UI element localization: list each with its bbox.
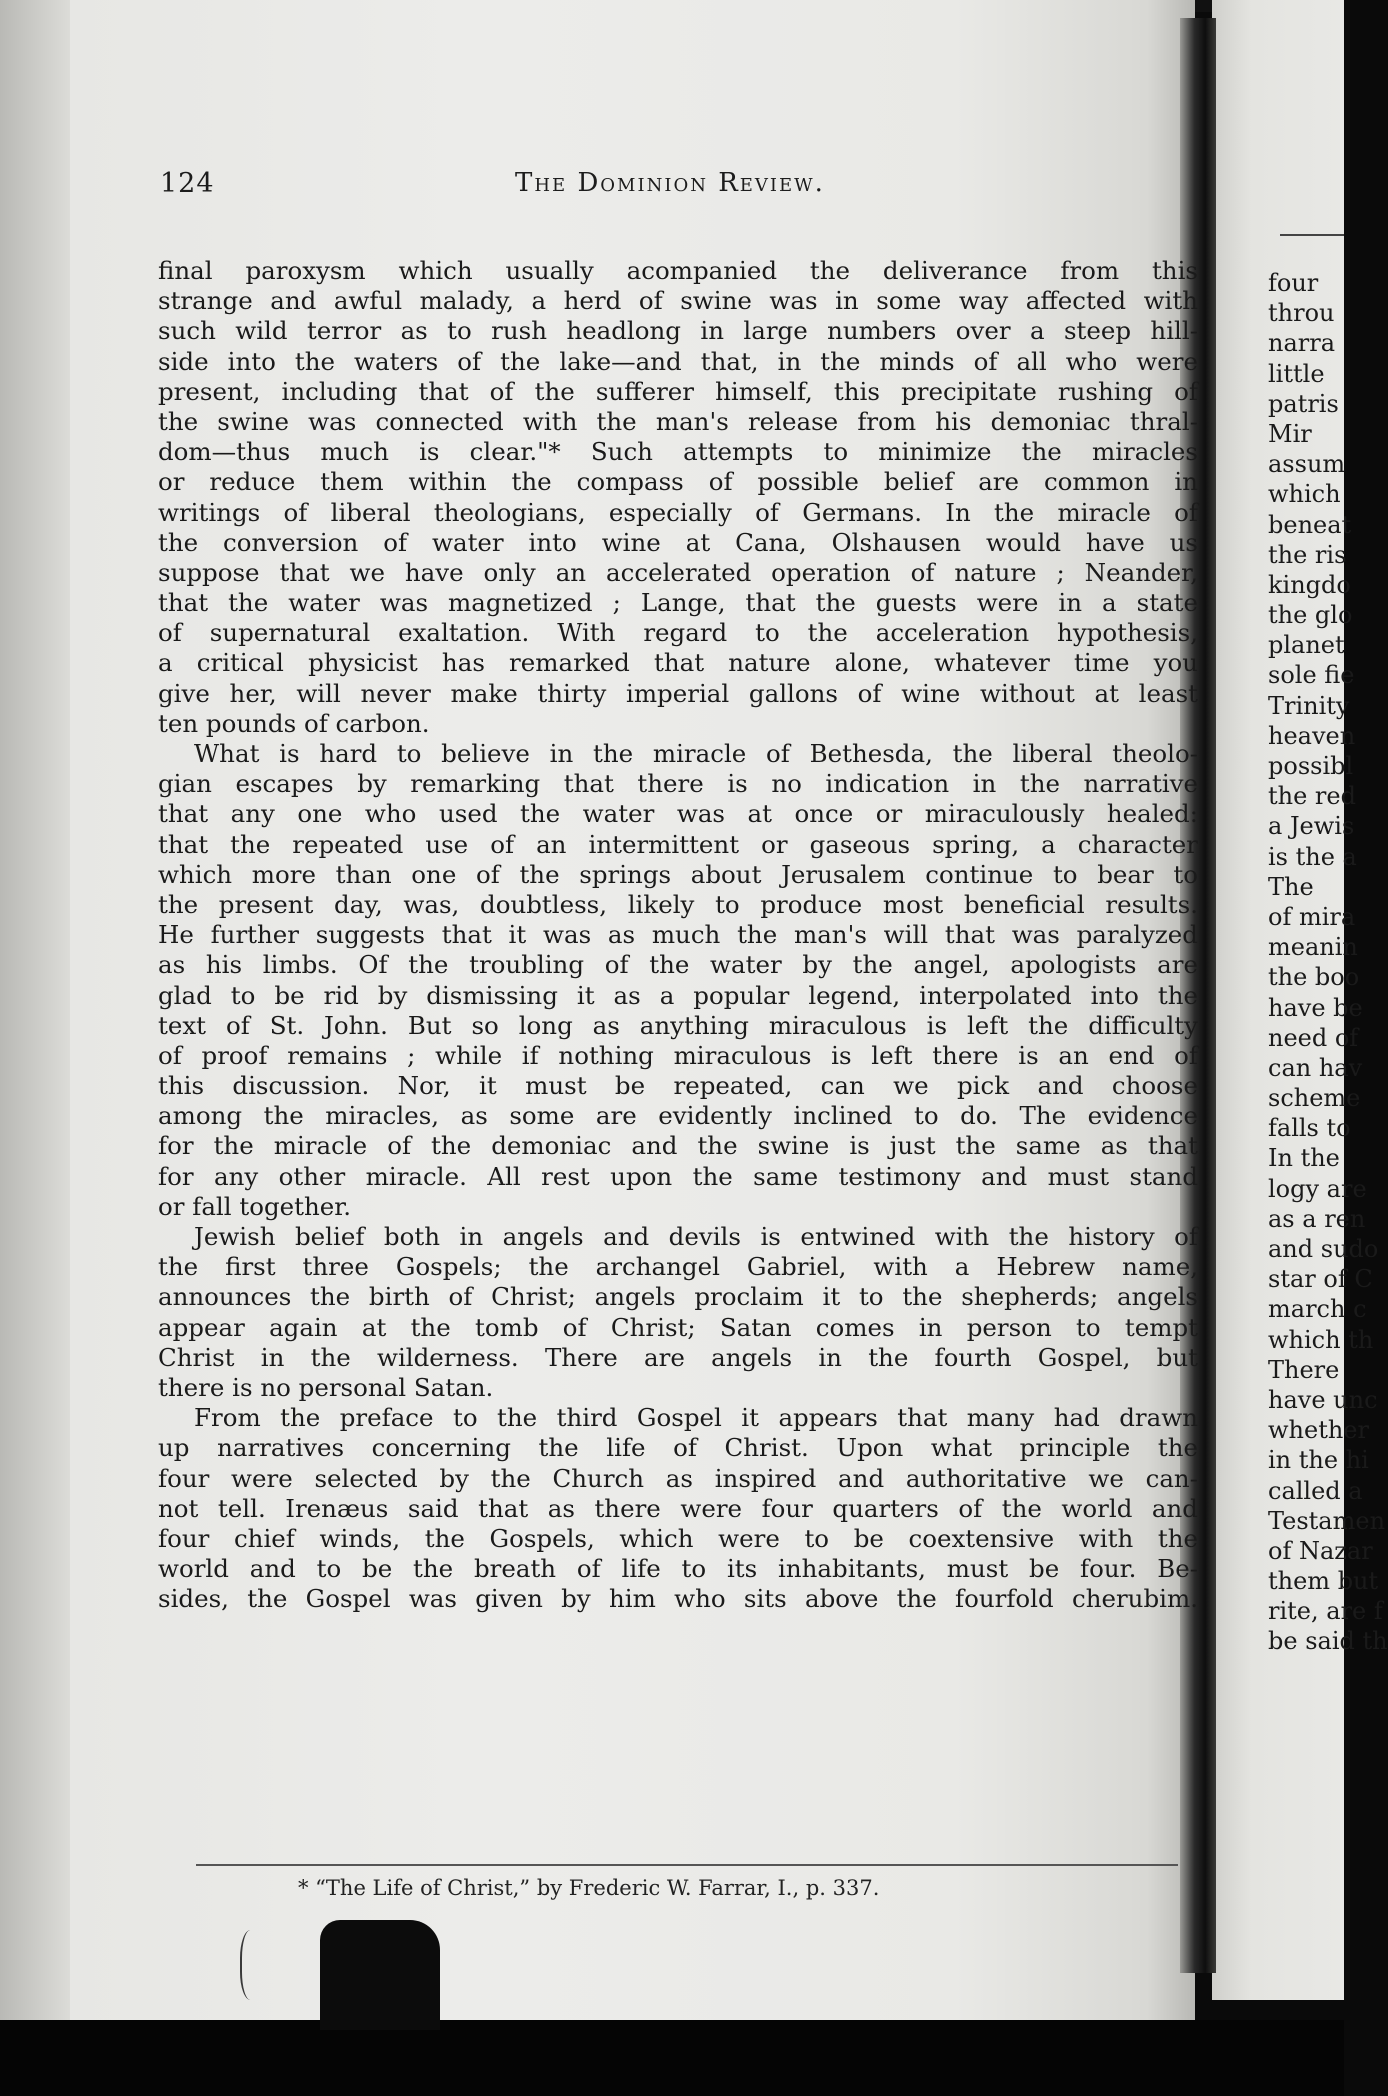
text-line: strange and awful malady, a herd of swine was in some way affected with — [158, 286, 1198, 316]
text-line: writings of liberal theologians, especially of Germans. In the miracle of — [158, 497, 1198, 527]
page-mark — [240, 1930, 266, 2000]
thumb-shadow — [320, 1920, 440, 2030]
text-line: give her, will never make thirty imperial gallons of wine without at least — [158, 678, 1198, 708]
text-line: not tell. Irenæus said that as there were four quarters of the world and — [158, 1493, 1198, 1523]
journal-title: The Dominion Review. — [515, 168, 825, 198]
adjacent-line: The — [1268, 872, 1314, 901]
adjacent-line: have be — [1268, 993, 1363, 1022]
adjacent-line: the glo — [1268, 601, 1353, 630]
adjacent-line: the red — [1268, 782, 1356, 811]
text-line: a critical physicist has remarked that nature alone, whatever time you — [158, 648, 1198, 678]
adjacent-line: falls to — [1268, 1114, 1351, 1143]
text-line: that the repeated use of an intermittent or gaseous spring, a character — [158, 829, 1198, 859]
adjacent-line: which — [1268, 480, 1341, 509]
adjacent-line: sole fie — [1268, 661, 1355, 690]
text-line: announces the birth of Christ; angels proclaim it to the shepherds; angels — [158, 1282, 1198, 1312]
text-line: ten pounds of carbon. — [158, 708, 430, 738]
adjacent-line: four — [1268, 269, 1319, 297]
text-line: this discussion. Nor, it must be repeated, can we pick and choose — [158, 1071, 1198, 1101]
adjacent-line: throu — [1268, 299, 1335, 328]
text-line: which more than one of the springs about Jerusalem continue to bear to — [158, 859, 1198, 889]
text-line: the conversion of water into wine at Cana, Olshausen would have us — [158, 527, 1198, 557]
adjacent-line: There — [1268, 1355, 1340, 1384]
adjacent-line: narra — [1268, 329, 1336, 358]
adjacent-line: In the — [1268, 1144, 1340, 1173]
adjacent-line: which th — [1268, 1325, 1374, 1354]
text-line: glad to be rid by dismissing it as a popular legend, interpolated into the — [158, 980, 1198, 1010]
adjacent-line: star of C — [1268, 1265, 1373, 1294]
adjacent-line: Testamen — [1268, 1506, 1386, 1535]
adjacent-line: of Nazar — [1268, 1536, 1373, 1565]
text-line: of proof remains ; while if nothing miraculous is left there is an end of — [158, 1040, 1198, 1070]
adjacent-line: be said th — [1268, 1627, 1388, 1656]
text-line: world and to be the breath of life to its inhabitants, must be four. Be- — [158, 1554, 1198, 1584]
scan-bottom-edge — [0, 2020, 1344, 2096]
text-line: the first three Gospels; the archangel Gabriel, with a Hebrew name, — [158, 1252, 1198, 1282]
adjacent-line: march c — [1268, 1295, 1367, 1324]
text-line: suppose that we have only an accelerated operation of nature ; Neander, — [158, 557, 1198, 587]
adjacent-page-rule — [1280, 234, 1344, 236]
adjacent-line: a Jewis — [1268, 812, 1355, 841]
body-text — [158, 256, 1198, 1614]
adjacent-line: logy are — [1268, 1174, 1367, 1203]
text-line: the swine was connected with the man's release from his demoniac thral- — [158, 406, 1198, 436]
adjacent-line: rite, are f — [1268, 1597, 1383, 1626]
text-line: dom—thus much is clear."* Such attempts to minimize the miracles — [158, 437, 1198, 467]
text-line: such wild terror as to rush headlong in large numbers over a steep hill- — [158, 316, 1198, 346]
adjacent-line: beneat — [1268, 510, 1352, 539]
text-line: up narratives concerning the life of Christ. Upon what principle the — [158, 1433, 1198, 1463]
text-line: side into the waters of the lake—and that, in the minds of all who were — [158, 346, 1198, 376]
adjacent-line: called a — [1268, 1476, 1363, 1505]
adjacent-line: scheme — [1268, 1084, 1361, 1113]
text-line: for any other miracle. All rest upon the same testimony and must stand — [158, 1161, 1198, 1191]
adjacent-line: and sudo — [1268, 1235, 1379, 1263]
adjacent-line: them but — [1268, 1567, 1379, 1596]
adjacent-line: the ris — [1268, 540, 1347, 569]
text-line: appear again at the tomb of Christ; Satan comes in person to tempt — [158, 1312, 1198, 1342]
text-line: gian escapes by remarking that there is no indication in the narrative — [158, 769, 1198, 799]
adjacent-line: Mir — [1268, 419, 1312, 448]
adjacent-line: as a ren — [1268, 1204, 1366, 1233]
text-line: among the miracles, as some are evidently inclined to do. The evidence — [158, 1101, 1198, 1131]
text-line: four were selected by the Church as inspired and authoritative we can- — [158, 1463, 1198, 1493]
text-line: four chief winds, the Gospels, which were to be coextensive with the — [158, 1523, 1198, 1553]
text-line: there is no personal Satan. — [158, 1372, 494, 1402]
adjacent-line: heaven — [1268, 721, 1356, 750]
adjacent-line: possibl — [1268, 752, 1354, 780]
text-line: He further suggests that it was as much the man's will that was paralyzed — [158, 920, 1198, 950]
text-line: of supernatural exaltation. With regard to the acceleration hypothesis, — [158, 618, 1198, 648]
paragraph-start-line: Jewish belief both in angels and devils is entwined with the history of — [194, 1222, 1198, 1251]
text-line: present, including that of the sufferer himself, this precipitate rushing of — [158, 376, 1198, 406]
adjacent-line: planet — [1268, 631, 1345, 660]
text-line: that the water was magnetized ; Lange, that the guests were in a state — [158, 588, 1198, 618]
footnote: * “The Life of Christ,” by Frederic W. Farrar, I., p. 337. — [298, 1876, 880, 1900]
adjacent-line: of mira — [1268, 902, 1356, 931]
adjacent-line: can hav — [1268, 1053, 1363, 1082]
text-line: final paroxysm which usually acompanied the deliverance from this — [158, 256, 1198, 285]
adjacent-line: kingdo — [1268, 570, 1351, 599]
adjacent-line: meanin — [1268, 933, 1358, 962]
text-line: the present day, was, doubtless, likely to produce most beneficial results. — [158, 889, 1198, 919]
text-line: or fall together. — [158, 1191, 352, 1221]
page-number: 124 — [160, 168, 215, 199]
text-line: text of St. John. But so long as anything miraculous is left the difficulty — [158, 1010, 1198, 1040]
text-line: that any one who used the water was at once or miraculously healed: — [158, 799, 1198, 829]
adjacent-line: in the hi — [1268, 1446, 1369, 1475]
adjacent-line: is the a — [1268, 842, 1357, 871]
adjacent-line: little — [1268, 359, 1325, 388]
adjacent-line: need of — [1268, 1023, 1359, 1052]
text-line: as his limbs. Of the troubling of the water by the angel, apologists are — [158, 950, 1198, 980]
text-line: for the miracle of the demoniac and the swine is just the same as that — [158, 1131, 1198, 1161]
running-head — [160, 168, 1190, 208]
adjacent-line: the boo — [1268, 963, 1360, 992]
text-line: sides, the Gospel was given by him who sits above the fourfold cherubim. — [158, 1584, 1198, 1614]
adjacent-line: Trinity — [1268, 691, 1350, 720]
adjacent-line: have unc — [1268, 1385, 1378, 1414]
paragraph-start-line: What is hard to believe in the miracle of Bethesda, the liberal theolo- — [194, 739, 1198, 768]
adjacent-page-text — [1268, 268, 1388, 1657]
text-line: or reduce them within the compass of possible belief are common in — [158, 467, 1198, 497]
footnote-rule — [196, 1864, 1178, 1866]
text-line: Christ in the wilderness. There are angels in the fourth Gospel, but — [158, 1342, 1198, 1372]
paragraph-start-line: From the preface to the third Gospel it appears that many had drawn — [194, 1403, 1198, 1433]
adjacent-line: assum — [1268, 450, 1346, 479]
adjacent-line: patris — [1268, 389, 1339, 418]
adjacent-line: whether — [1268, 1416, 1369, 1445]
